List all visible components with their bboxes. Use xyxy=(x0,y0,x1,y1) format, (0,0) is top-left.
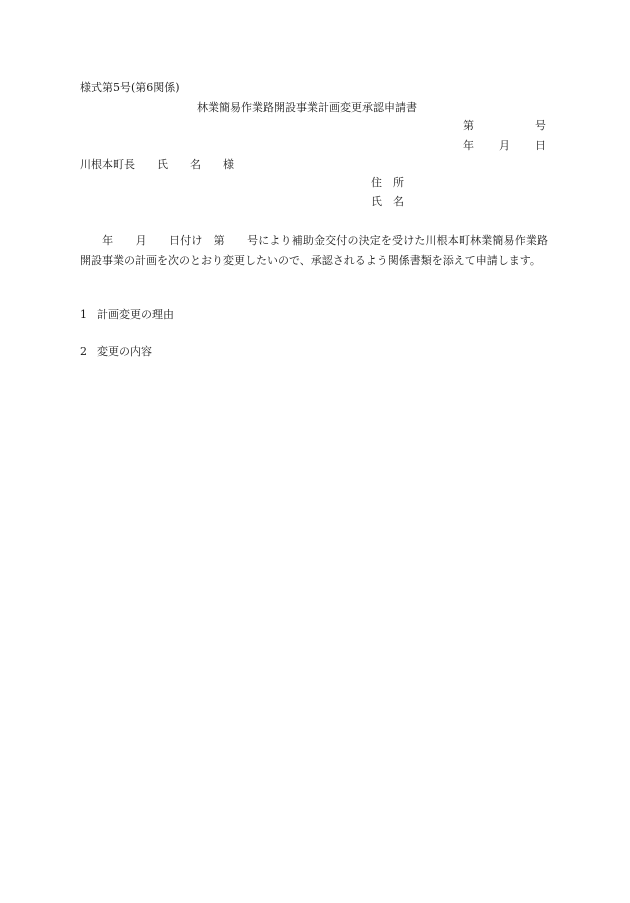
form-number: 様式第5号(第6関係) xyxy=(80,81,180,94)
document-title: 林業簡易作業路開設事業計画変更承認申請書 xyxy=(197,101,417,114)
item-number: 2 xyxy=(80,345,87,358)
reference-number xyxy=(463,120,546,131)
applicant-name-label: 氏 名 xyxy=(371,195,404,208)
addressee: 川根本町長 氏 名 様 xyxy=(80,158,234,171)
reference-date xyxy=(463,140,546,151)
date-day-label: 日 xyxy=(535,139,546,152)
date-month-label: 月 xyxy=(499,139,510,152)
reference-number-prefix: 第 xyxy=(463,119,474,132)
application-body xyxy=(80,231,548,271)
applicant-address-label: 住 所 xyxy=(371,176,404,189)
item-label: 変更の内容 xyxy=(97,345,152,358)
item-change-content xyxy=(80,346,152,357)
item-change-reason xyxy=(80,309,174,320)
reference-number-suffix: 号 xyxy=(535,119,546,132)
application-body-text: 年 月 日付け 第 号により補助金交付の決定を受けた川根本町林業簡易作業路開設事業の計画を次のとおり変更したいので、承認されるよう関係書類を添えて申請します。 xyxy=(80,234,548,267)
item-label: 計画変更の理由 xyxy=(97,308,174,321)
date-year-label: 年 xyxy=(463,139,474,152)
item-number: 1 xyxy=(80,308,87,321)
